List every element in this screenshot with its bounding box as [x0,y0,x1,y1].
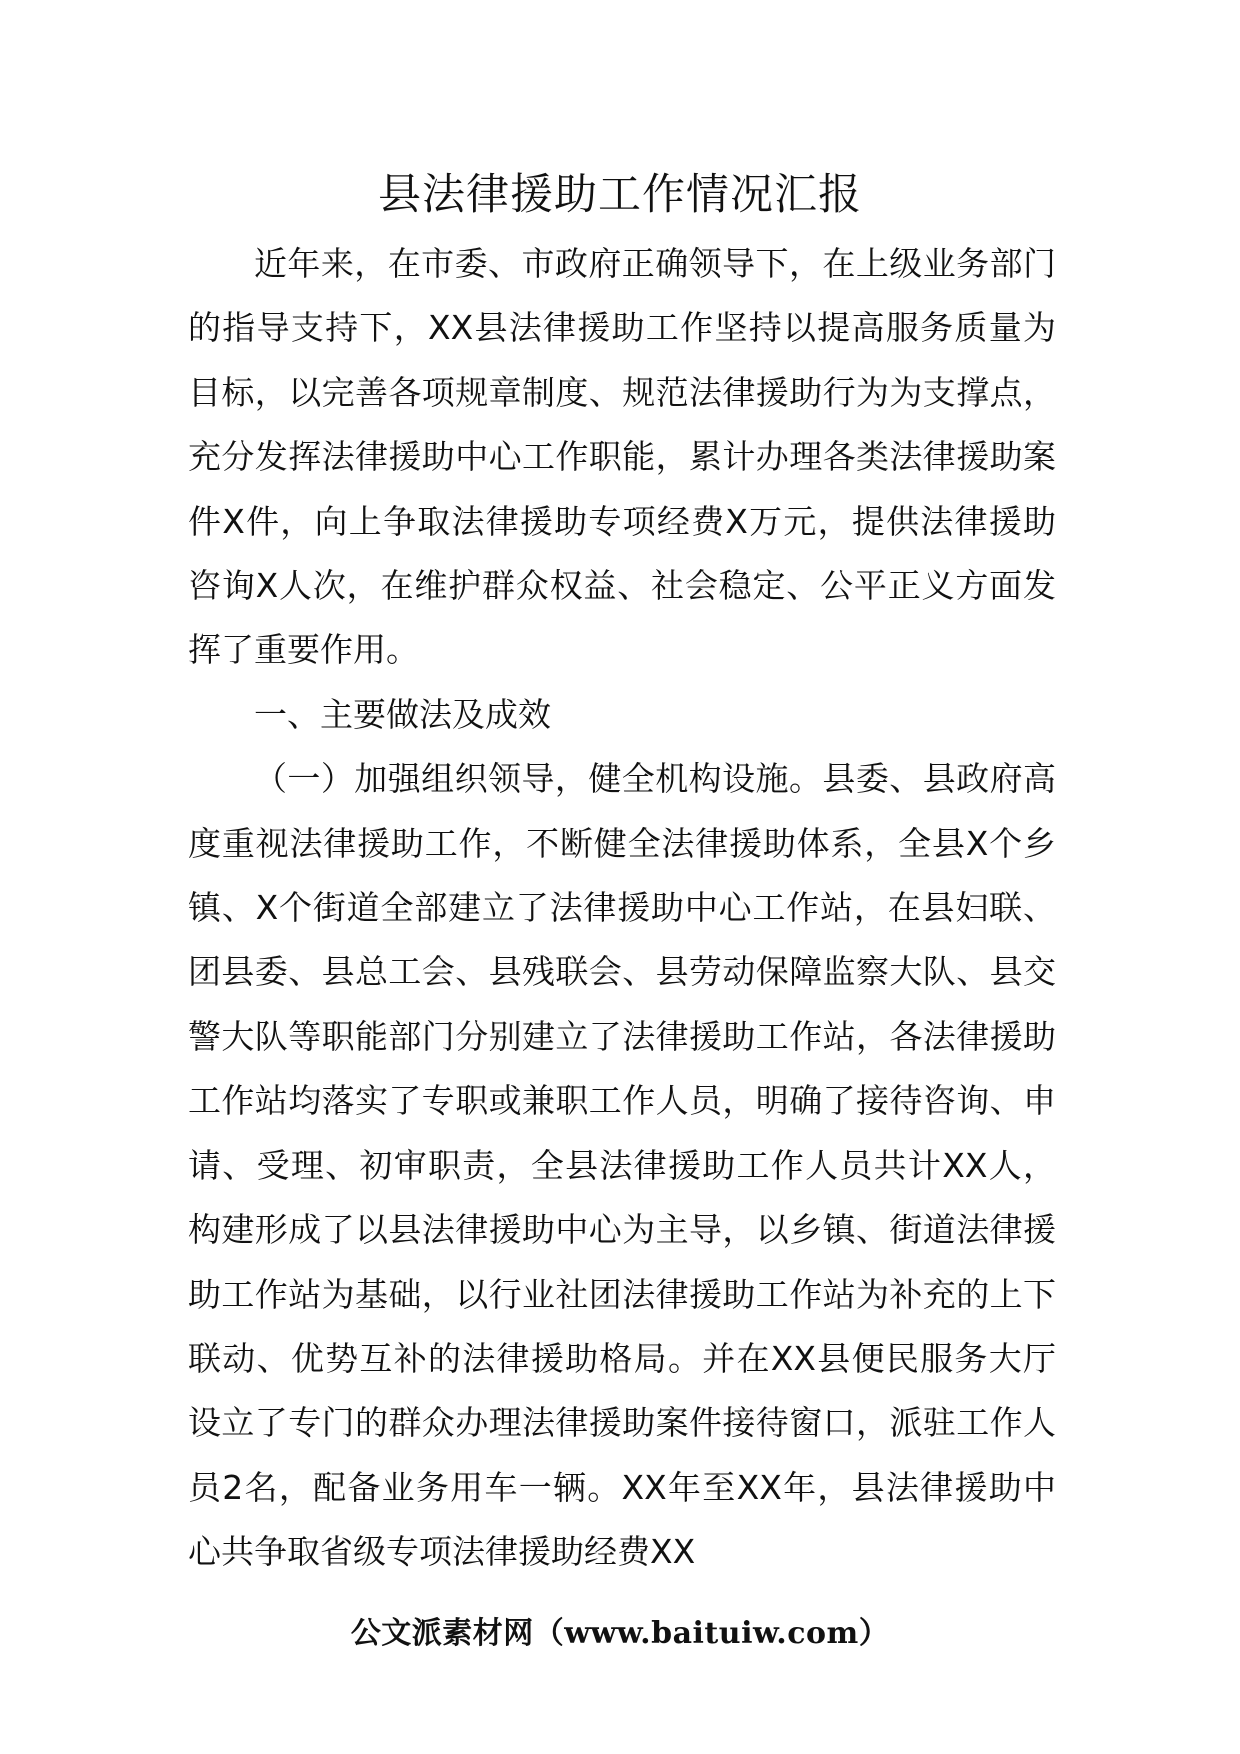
document-title: 县法律援助工作情况汇报 [378,170,862,220]
paragraph-section-1: （一）加强组织领导，健全机构设施。县委、县政府高度重视法律援助工作，不断健全法律援助体系，全县X个乡镇、X个街道全部建立了法律援助中心工作站，在县妇联、团县委、县总工会、县残联会、县劳动保障监察大队、县交警大队等职能部门分别建立了法律援助工作站，各法律援助工作站均落实了专职或兼职工作人员，明确了接待咨询、申请、受理、初审职责，全县法律援助工作人员共计XX人，构建形成了以县法律援助中心为主导，以乡镇、街道法律援助工作站为基础，以行业社团法律援助工作站为补充的上下联动、优势互补的法律援助格局。并在XX县便民服务大厅设立了专门的群众办理法律援助案件接待窗口，派驻工作人员2名，配备业务用车一辆。XX年至XX年，县法律援助中心共争取省级专项法律援助经费XX [188,759,1056,1572]
section-heading: 一、主要做法及成效 [254,694,551,734]
document-body [188,232,1056,1585]
paragraph-intro: 近年来，在市委、市政府正确领导下，在上级业务部门的指导支持下，XX县法律援助工作坚持以提高服务质量为目标，以完善各项规章制度、规范法律援助行为为支撑点，充分发挥法律援助中心工作职能，累计办理各类法律援助案件X件，向上争取法律援助专项经费X万元，提供法律援助咨询X人次，在维护群众权益、社会稳定、公平正义方面发挥了重要作用。 [188,244,1056,670]
footer-watermark: 公文派素材网（www.baituiw.com） [350,1616,890,1651]
